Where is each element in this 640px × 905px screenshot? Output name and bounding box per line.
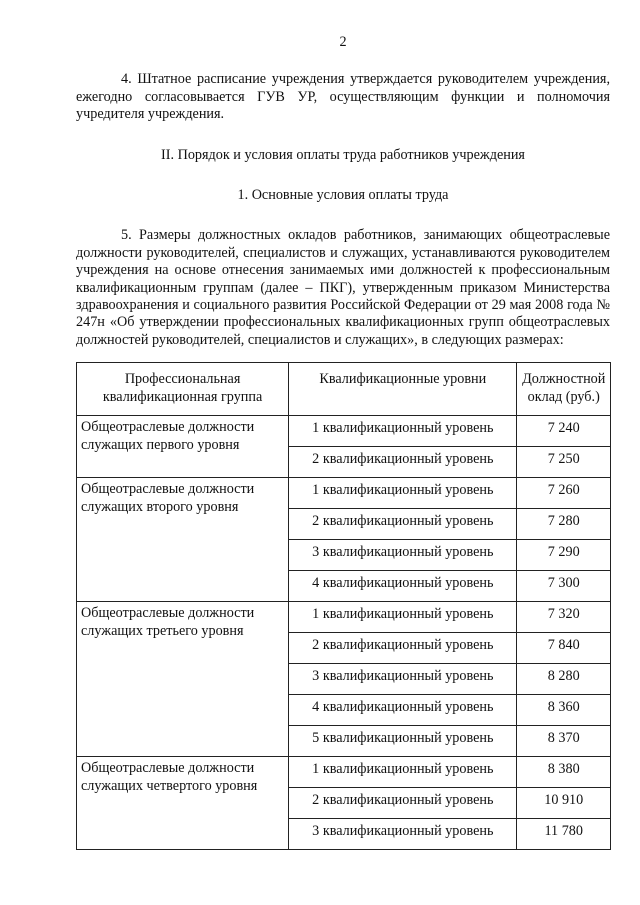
table-row — [77, 602, 611, 633]
table-row — [77, 478, 611, 509]
header-level: Квалификационные уровни — [289, 363, 517, 416]
page-number: 2 — [339, 34, 347, 50]
paragraph-4: 4. Штатное расписание учреждения утверждается руководителем учреждения, ежегодно согласовывается ГУВ УР, осуществляющим функции и полномочия учредителя учреждения. — [76, 71, 610, 123]
level-cell: 2 квалификационный уровень — [289, 509, 517, 540]
salary-cell: 8 370 — [517, 726, 611, 757]
level-cell: 1 квалификационный уровень — [289, 757, 517, 788]
group-name-cell: Общеотраслевые должности служащих третьего уровня — [77, 602, 289, 757]
level-cell: 1 квалификационный уровень — [289, 478, 517, 509]
salary-cell: 7 300 — [517, 571, 611, 602]
group-name-cell: Общеотраслевые должности служащих четвертого уровня — [77, 757, 289, 850]
salary-cell: 8 360 — [517, 695, 611, 726]
header-salary: Должностной оклад (руб.) — [517, 363, 611, 416]
group-name-cell: Общеотраслевые должности служащих второго уровня — [77, 478, 289, 602]
group-name-cell: Общеотраслевые должности служащих первого уровня — [77, 416, 289, 478]
table-row — [77, 416, 611, 447]
salary-cell: 10 910 — [517, 788, 611, 819]
section-heading: II. Порядок и условия оплаты труда работников учреждения — [161, 146, 525, 163]
salary-cell: 7 260 — [517, 478, 611, 509]
salary-cell: 7 250 — [517, 447, 611, 478]
level-cell: 2 квалификационный уровень — [289, 788, 517, 819]
level-cell: 4 квалификационный уровень — [289, 695, 517, 726]
level-cell: 3 квалификационный уровень — [289, 664, 517, 695]
table-row — [77, 757, 611, 788]
level-cell: 3 квалификационный уровень — [289, 540, 517, 571]
level-cell: 3 квалификационный уровень — [289, 819, 517, 850]
salary-cell: 7 280 — [517, 509, 611, 540]
level-cell: 1 квалификационный уровень — [289, 602, 517, 633]
sub-heading: 1. Основные условия оплаты труда — [237, 187, 449, 204]
salary-cell: 7 840 — [517, 633, 611, 664]
header-group: Профессиональная квалификационная группа — [77, 363, 289, 416]
level-cell: 2 квалификационный уровень — [289, 633, 517, 664]
level-cell: 4 квалификационный уровень — [289, 571, 517, 602]
salary-cell: 7 240 — [517, 416, 611, 447]
salary-cell: 11 780 — [517, 819, 611, 850]
level-cell: 2 квалификационный уровень — [289, 447, 517, 478]
salary-cell: 7 320 — [517, 602, 611, 633]
salary-cell: 8 380 — [517, 757, 611, 788]
salary-table — [76, 362, 611, 850]
salary-cell: 7 290 — [517, 540, 611, 571]
level-cell: 1 квалификационный уровень — [289, 416, 517, 447]
table-header-row — [77, 363, 611, 416]
salary-cell: 8 280 — [517, 664, 611, 695]
level-cell: 5 квалификационный уровень — [289, 726, 517, 757]
table-body — [77, 416, 611, 850]
paragraph-5: 5. Размеры должностных окладов работников, занимающих общеотраслевые должности руководителей, специалистов и служащих, устанавливаются руководителем учреждения на основе отнесения занимаемых ими должностей к профессиональным квалификационным группам (далее – ПКГ), утвержденным приказом Министерства здравоохранения и социального развития Российской Федерации от 29 мая 2008 года № 247н «Об утверждении профессиональных квалификационных групп общеотраслевых должностей руководителей, специалистов и служащих», в следующих размерах: — [76, 227, 610, 348]
